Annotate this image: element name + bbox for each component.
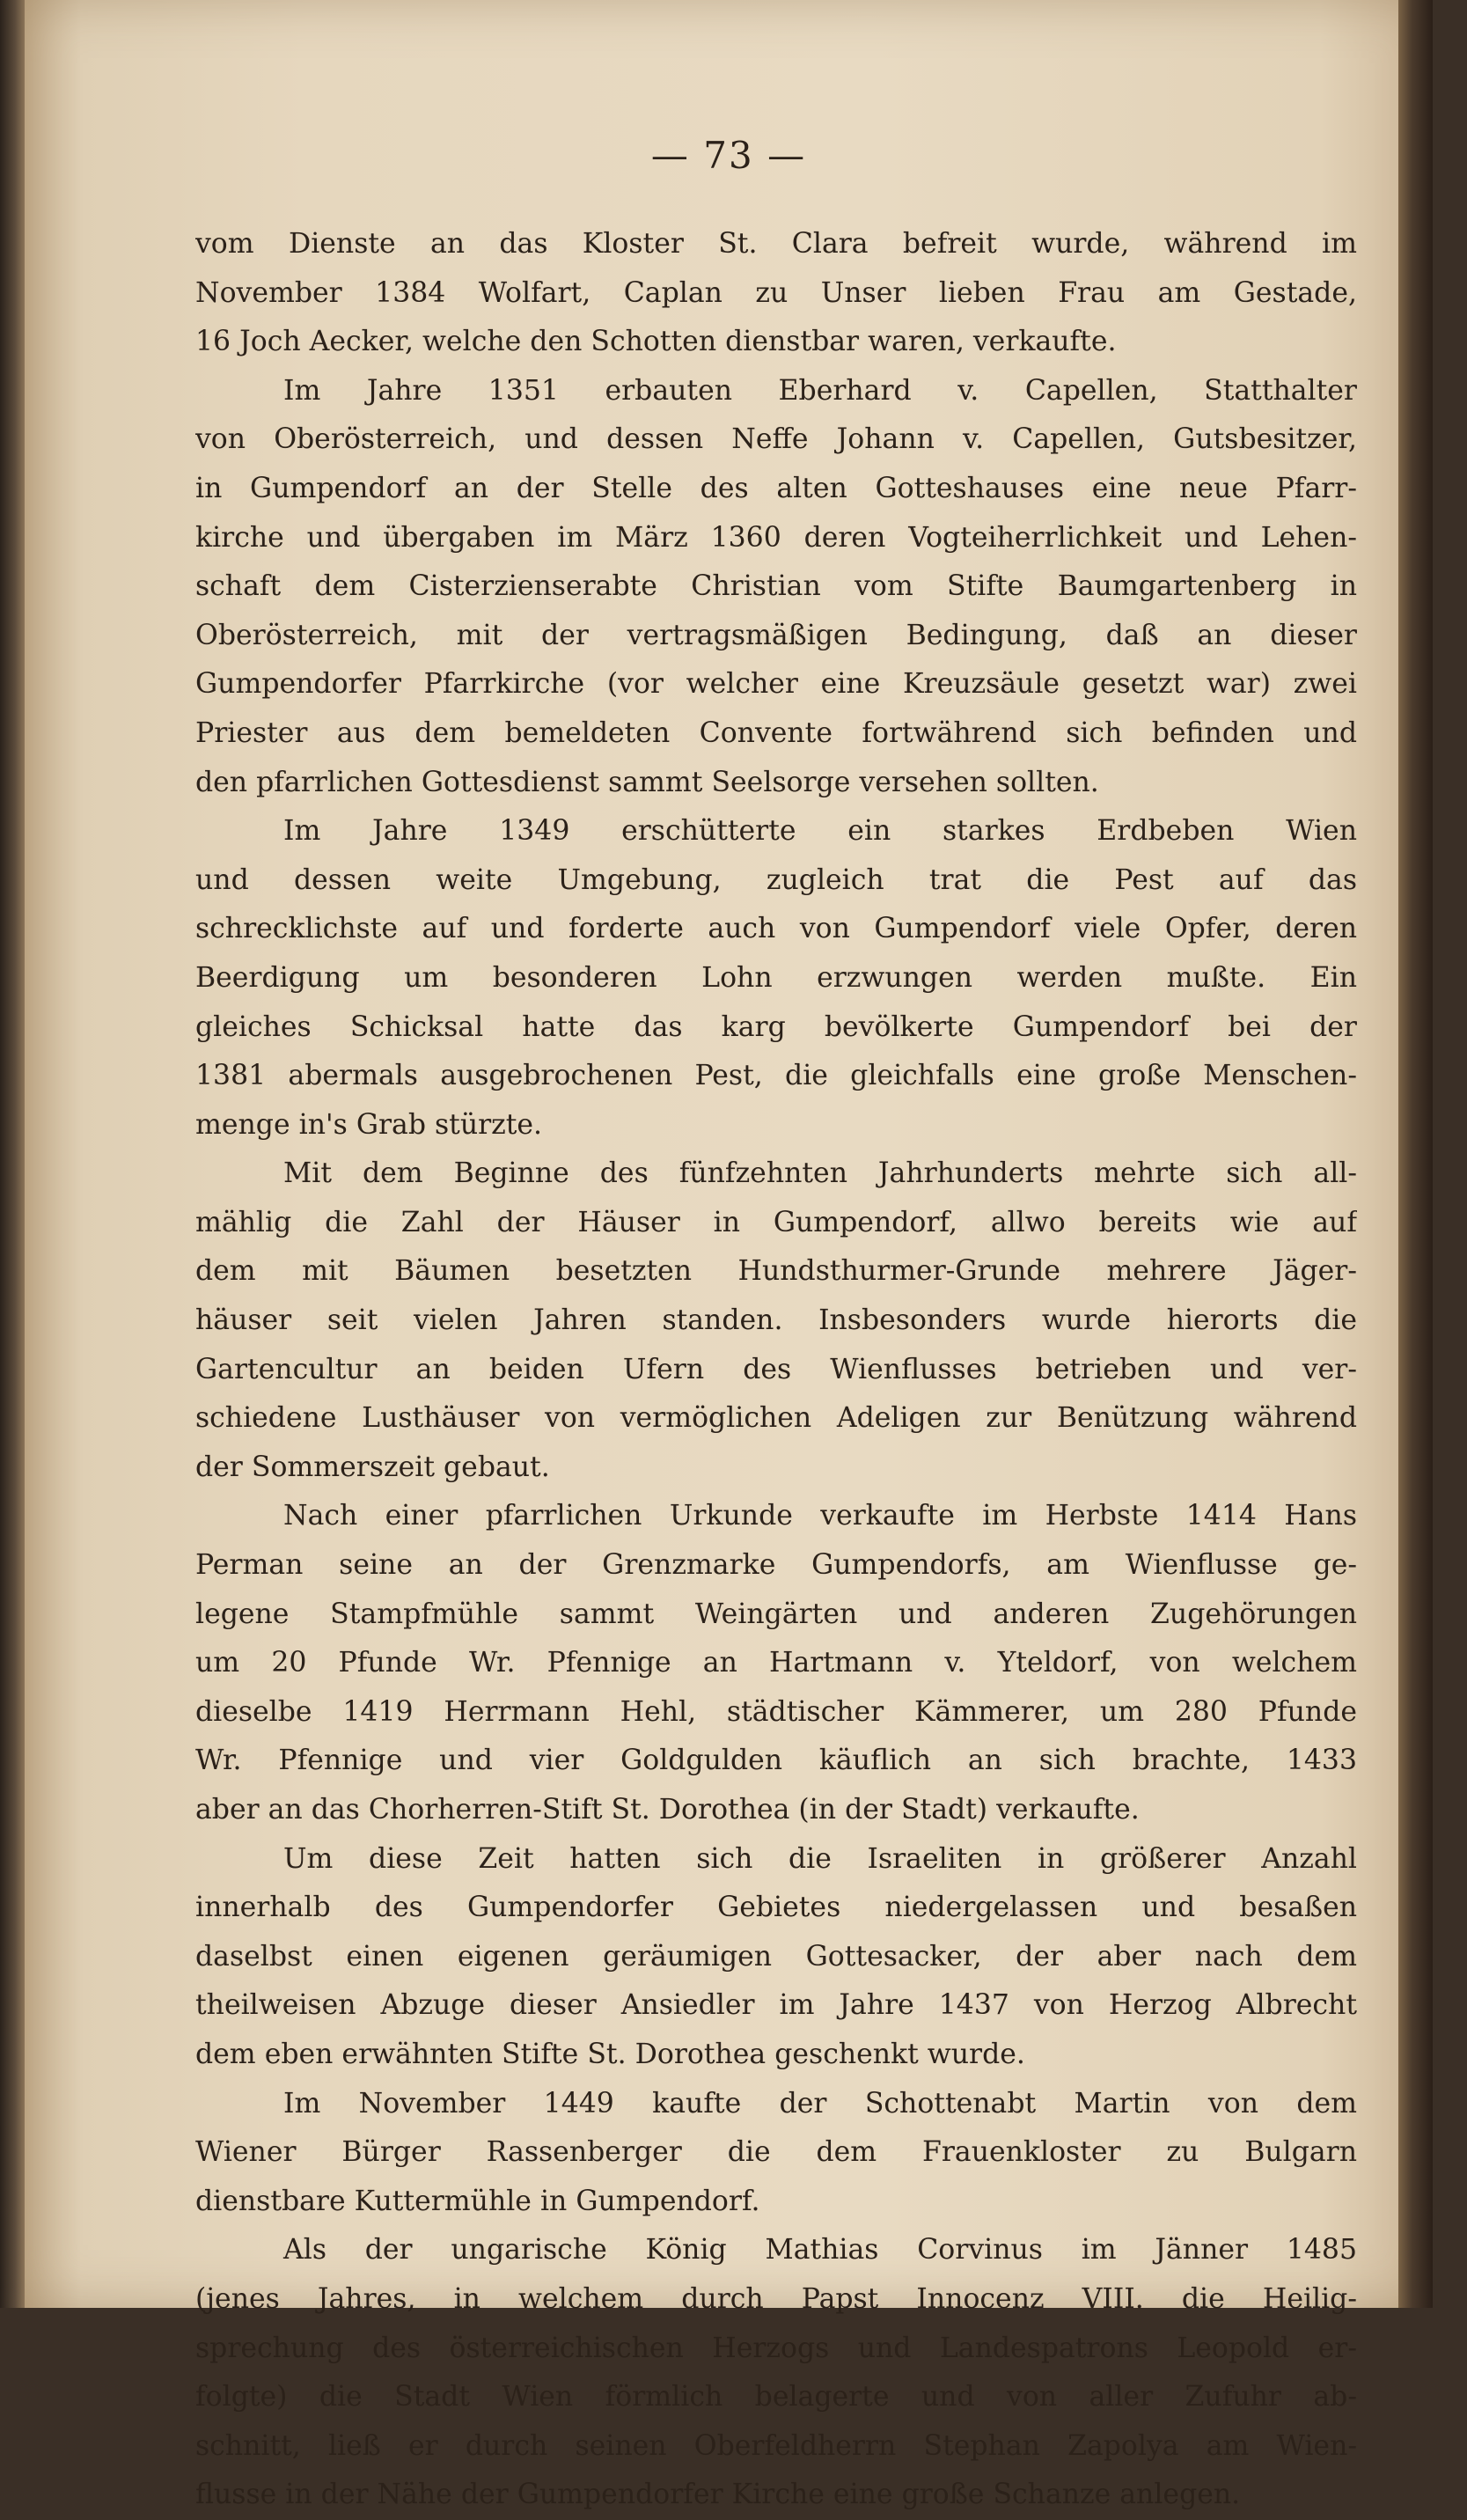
text-line: schiedene Lusthäuser von vermöglichen Adeligen zur Benützung während <box>195 1402 1357 1435</box>
paragraph <box>195 367 1357 807</box>
paragraph <box>195 220 1357 367</box>
text-line: folgte) die Stadt Wien förmlich belagerte und von aller Zufuhr ab- <box>195 2381 1357 2413</box>
paragraph <box>195 1150 1357 1492</box>
book-page <box>25 0 1433 2511</box>
text-line: um 20 Pfunde Wr. Pfennige an Hartmann v. Yteldorf, von welchem <box>195 1647 1357 1679</box>
text-line: sprechung des österreichischen Herzogs und Landespatrons Leopold er- <box>195 2332 1357 2364</box>
paragraph <box>195 2080 1357 2227</box>
text-line: schrecklichste auf und forderte auch von Gumpendorf viele Opfer, deren <box>195 913 1357 945</box>
text-line: Als der ungarische König Mathias Corvinus im Jänner 1485 <box>283 2234 1357 2267</box>
paragraph <box>195 807 1357 1150</box>
book-spine <box>0 0 25 2308</box>
text-line: Mit dem Beginne des fünfzehnten Jahrhunderts mehrte sich all- <box>283 1157 1357 1190</box>
text-line: vom Dienste an das Kloster St. Clara befreit wurde, während im <box>195 228 1357 260</box>
text-line: dem mit Bäumen besetzten Hundsthurmer-Grunde mehrere Jäger- <box>195 1255 1357 1288</box>
text-line: Beerdigung um besonderen Lohn erzwungen werden mußte. Ein <box>195 961 1357 994</box>
paragraph <box>195 1835 1357 2080</box>
text-line: dienstbare Kuttermühle in Gumpendorf. <box>195 2185 760 2217</box>
text-line: schaft dem Cisterzienserabte Christian vom Stifte Baumgartenberg in <box>195 570 1357 603</box>
text-line: 1381 abermals ausgebrochenen Pest, die gleichfalls eine große Menschen- <box>195 1060 1357 1092</box>
text-line: dieselbe 1419 Herrmann Hehl, städtischer Kämmerer, um 280 Pfunde <box>195 1695 1357 1728</box>
text-line: innerhalb des Gumpendorfer Gebietes niedergelassen und besaßen <box>195 1892 1357 1924</box>
text-line: menge in's Grab stürzte. <box>195 1108 543 1141</box>
text-line: gleiches Schicksal hatte das karg bevölkerte Gumpendorf bei der <box>195 1010 1357 1043</box>
text-line: Priester aus dem bemeldeten Convente fortwährend sich befinden und <box>195 716 1357 749</box>
text-line: Gumpendorfer Pfarrkirche (vor welcher eine Kreuzsäule gesetzt war) zwei <box>195 668 1357 701</box>
text-line: den pfarrlichen Gottesdienst sammt Seelsorge versehen sollten. <box>195 766 1099 798</box>
text-line: Um diese Zeit hatten sich die Israeliten in größerer Anzahl <box>283 1842 1357 1875</box>
text-line: kirche und übergaben im März 1360 deren Vogteiherrlichkeit und Lehen- <box>195 521 1357 554</box>
text-line: der Sommerszeit gebaut. <box>195 1451 550 1483</box>
text-line: Perman seine an der Grenzmarke Gumpendorfs, am Wienflusse ge- <box>195 1549 1357 1582</box>
text-line: Wr. Pfennige und vier Goldgulden käuflich an sich brachte, 1433 <box>195 1745 1357 1777</box>
paragraph <box>195 2226 1357 2520</box>
text-line: Oberösterreich, mit der vertragsmäßigen Bedingung, daß an dieser <box>195 619 1357 651</box>
page-number: — 73 — <box>650 134 807 177</box>
paragraph <box>195 1492 1357 1834</box>
text-line: schnitt, ließ er durch seinen Oberfeldherrn Stephan Zapolya am Wien- <box>195 2429 1357 2462</box>
text-line: theilweisen Abzuge dieser Ansiedler im Jahre 1437 von Herzog Albrecht <box>195 1989 1357 2022</box>
text-line: häuser seit vielen Jahren standen. Insbesonders wurde hierorts die <box>195 1304 1357 1337</box>
text-line: Im November 1449 kaufte der Schottenabt Martin von dem <box>283 2087 1357 2120</box>
text-line: Im Jahre 1349 erschütterte ein starkes Erdbeben Wien <box>283 815 1357 848</box>
text-line: mählig die Zahl der Häuser in Gumpendorf, allwo bereits wie auf <box>195 1206 1357 1238</box>
text-line: Gartencultur an beiden Ufern des Wienflusses betrieben und ver- <box>195 1353 1357 1385</box>
text-line: und dessen weite Umgebung, zugleich trat die Pest auf das <box>195 863 1357 896</box>
text-line: daselbst einen eigenen geräumigen Gottesacker, der aber nach dem <box>195 1940 1357 1973</box>
text-line: Im Jahre 1351 erbauten Eberhard v. Capellen, Statthalter <box>283 374 1357 407</box>
text-line: von Oberösterreich, und dessen Neffe Johann v. Capellen, Gutsbesitzer, <box>195 423 1357 456</box>
page-edge <box>1398 0 1433 2308</box>
text-line: flusse in der Nähe der Gumpendorfer Kirche eine große Schanze anlegen. <box>195 2479 1241 2511</box>
text-line: legene Stampfmühle sammt Weingärten und anderen Zugehörungen <box>195 1598 1357 1630</box>
text-line: in Gumpendorf an der Stelle des alten Gotteshauses eine neue Pfarr- <box>195 472 1357 504</box>
text-line: dem eben erwähnten Stifte St. Dorothea geschenkt wurde. <box>195 2038 1025 2070</box>
text-line: Wiener Bürger Rassenberger die dem Frauenkloster zu Bulgarn <box>195 2136 1357 2169</box>
text-line: November 1384 Wolfart, Caplan zu Unser lieben Frau am Gestade, <box>195 276 1357 309</box>
text-line: (jenes Jahres, in welchem durch Papst Innocenz VIII. die Heilig- <box>195 2282 1357 2315</box>
text-line: 16 Joch Aecker, welche den Schotten dienstbar waren, verkaufte. <box>195 326 1117 358</box>
body-text <box>195 220 1357 2520</box>
text-line: Nach einer pfarrlichen Urkunde verkaufte im Herbste 1414 Hans <box>283 1500 1357 1532</box>
text-line: aber an das Chorherren-Stift St. Dorothea (in der Stadt) verkaufte. <box>195 1794 1140 1826</box>
